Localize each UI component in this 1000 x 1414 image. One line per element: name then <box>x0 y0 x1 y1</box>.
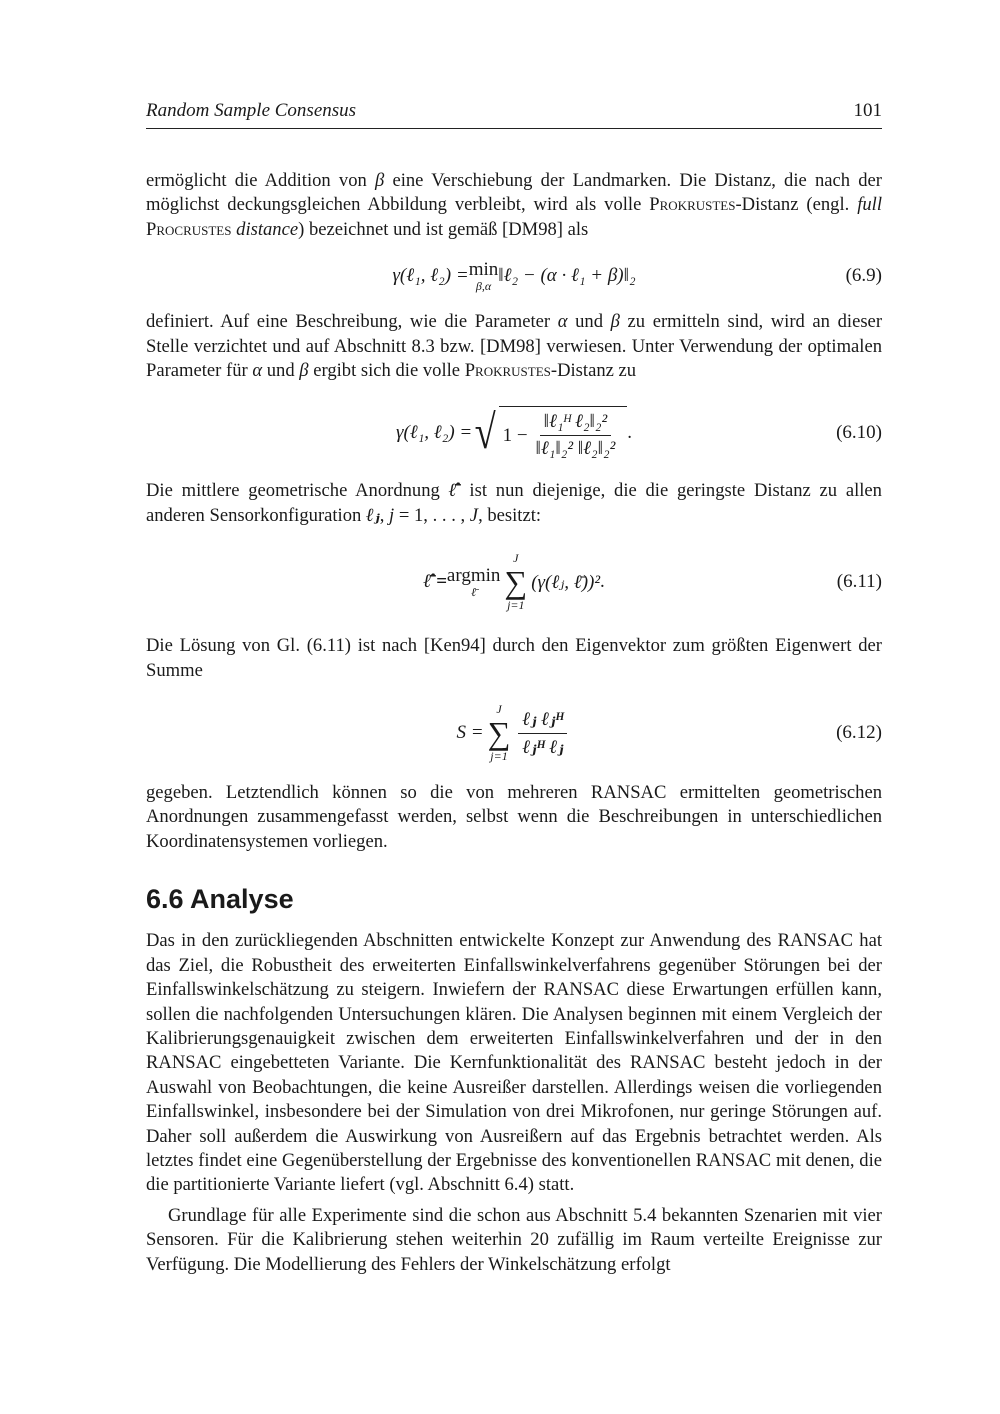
equation-6-9 <box>146 248 882 304</box>
eq9-lhs: γ(ℓ₁, ℓ₂) = <box>392 265 469 287</box>
page-number: 101 <box>853 100 882 121</box>
paragraph-3: Die mittlere geometrische Anordnung ℓ̄̂ ist nun diejenige, die die geringste Distanz zu allen anderen Sensorkonfiguration ℓⱼ, j = 1, . . . , J, besitzt: <box>146 480 882 526</box>
eq10-one: 1 − <box>502 424 528 446</box>
section-heading <box>146 884 882 915</box>
eq10-numerator: ‖ℓ₁ᴴ ℓ₂‖₂² <box>540 411 612 436</box>
paragraph-5: gegeben. Letztendlich können so die von mehreren RANSAC ermittelten geometrischen Anordnungen zusammengefasst werden, selbst wenn die Beschreibungen in unterschiedlichen Koordinatensystemen vorliegen. <box>146 782 882 852</box>
eq9-rhs: ‖ℓ₂ − (α · ℓ₁ + β)‖₂ <box>498 265 636 287</box>
eq9-min-operator: min β,α <box>468 258 499 293</box>
equation-6-12 <box>146 691 882 775</box>
paragraph-7: Grundlage für alle Experimente sind die schon aus Abschnitt 5.4 bekannten Szenarien mit vier Sensoren. Für die Kalibrierung stehen weiterhin 20 zufällig im Raum verteilte Ereignisse zur Verfügung. Die Modellierung des Fehlers der Winkelschätzung erfolgt <box>146 1204 882 1275</box>
square-root: √ 1 − $\frac{\text{‖ℓ₁ᴴ ℓ₂‖₂²}}{\text{‖ℓ₁‖₂² ‖ℓ₂‖₂²}}$ <box>472 406 627 460</box>
equation-6-10: γ(ℓ₁, ℓ₂) = √ 1 − $\frac{\text{‖ℓ₁ᴴ ℓ₂‖₂²}}{\text{‖ℓ₁‖₂² ‖ℓ₂‖₂²}}$ . (6.10) <box>395 406 882 460</box>
paragraph-1: ermöglicht die Addition von β eine Verschiebung der Landmarken. Die Distanz, die nach der möglichst deckungsgleichen Abbildung verbleibt, wird als volle Prokrustes-Distanz (engl. full Procrustes distance) bezeichnet und ist gemäß [DM98] als <box>146 170 882 240</box>
eq12-lhs: S = <box>456 722 484 744</box>
equation-number-6-12: (6.12) <box>836 722 882 744</box>
eq12-numerator: ℓⱼ ℓⱼᴴ <box>518 708 567 734</box>
eq11-summation: J ∑ j=1 <box>504 551 528 613</box>
running-header-title: Random Sample Consensus <box>146 100 357 121</box>
eq10-fraction <box>532 411 620 460</box>
eq11-argmin-operator: argmin ℓ̄ <box>446 564 501 599</box>
section-number: 6.6 <box>146 884 184 915</box>
eq11-term: (γ(ℓⱼ, ℓ̄))² <box>531 571 601 593</box>
section-title: Analyse <box>190 884 294 915</box>
eq11-lhs: ℓ̄̂ = <box>423 571 447 593</box>
equation-number-6-10: (6.10) <box>836 422 882 444</box>
equation-6-11: ℓ̄̂ = argmin ℓ̄ J ∑ j=1 (γ(ℓⱼ, ℓ̄))² . (6.11) <box>423 551 882 613</box>
running-header <box>146 100 882 129</box>
eq12-denominator: ℓⱼᴴ ℓⱼ <box>522 736 564 758</box>
paragraph-6: Das in den zurückliegenden Abschnitten entwickelte Konzept zur Anwendung des RANSAC hat das Ziel, die Robustheit des erweiterten Einfallswinkelverfahrens gegenüber Störungen bei der Einfallswinkelschätzung zu steigern. Inwiefern der RANSAC diese Erwartungen erfüllen kann, sollen die nachfolgenden Untersuchungen klären. Die Analysen beginnen mit einem Vergleich der Kalibrierungsgenauigkeit zwischen dem erweiterten Einfallswinkelverfahren und der in den RANSAC eingebetteten Variante. Die Kernfunktionalität des RANSAC besteht jedoch in der Auswahl von Beobachtungen, die keine Ausreißer darstellen. Allerdings weisen die vorliegenden Einfallswinkel, insbesondere bei der Simulation von drei Mikrofonen, nur geringe Störungen auf. Daher soll außerdem die Auswirkung von Ausreißern auf das Ergebnis betrachtet werden. Als letztes findet eine Gegenüberstellung der Ergebnisse des konventionellen RANSAC mit denen, die die partitionierte Variante liefert (vgl. Abschnitt 6.4) statt. <box>146 930 882 1196</box>
equation-number-6-9: (6.9) <box>845 265 882 287</box>
paragraph-4: Die Lösung von Gl. (6.11) ist nach [Ken94] durch den Eigenvektor zum größten Eigenwert der Summe <box>146 635 882 681</box>
eq10-lhs: γ(ℓ₁, ℓ₂) = <box>395 422 473 444</box>
eq10-denominator: ‖ℓ₁‖₂² ‖ℓ₂‖₂² <box>535 438 616 460</box>
page <box>146 100 882 1277</box>
eq12-summation: J ∑ j=1 <box>487 702 511 764</box>
eq12-fraction <box>518 708 567 759</box>
equation-number-6-11: (6.11) <box>836 571 882 593</box>
paragraph-2: definiert. Auf eine Beschreibung, wie die Parameter α und β zu ermitteln sind, wird an dieser Stelle verzichtet und auf Abschnitt 8.3 bzw. [DM98] verwiesen. Unter Verwendung der optimalen Parameter für α und β ergibt sich die volle Prokrustes-Distanz zu <box>146 311 883 382</box>
